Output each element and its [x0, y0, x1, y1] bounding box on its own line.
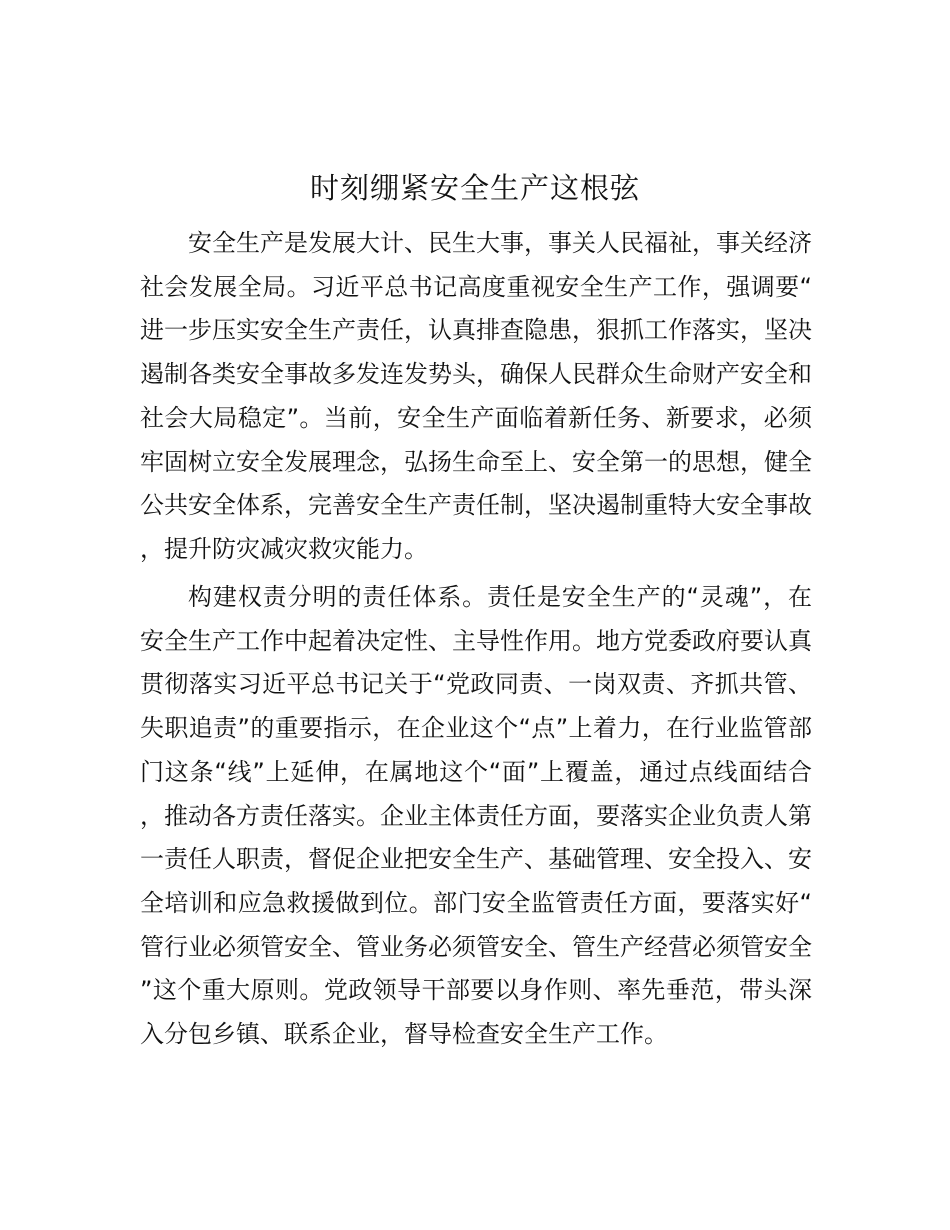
paragraph-responsibility-system: 构建权责分明的责任体系。责任是安全生产的“灵魂”，在安全生产工作中起着决定性、主导性作用。地方党委政府要认真贯彻落实习近平总书记关于“党政同责、一岗双责、齐抓共管、失职追责”的重要指示，在企业这个“点”上着力，在行业监管部门这条“线”上延伸，在属地这个“面”上覆盖，通过点线面结合，推动各方责任落实。企业主体责任方面，要落实企业负责人第一责任人职责，督促企业把安全生产、基础管理、安全投入、安全培训和应急救援做到位。部门安全监管责任方面，要落实好“管行业必须管安全、管业务必须管安全、管生产经营必须管安全”这个重大原则。党政领导干部要以身作则、率先垂范，带头深入分包乡镇、联系企业，督导检查安全生产工作。: [140, 583, 812, 1049]
paragraph-intro: 安全生产是发展大计、民生大事，事关人民福祉，事关经济社会发展全局。习近平总书记高度重视安全生产工作，强调要“进一步压实安全生产责任，认真排查隐患，狠抓工作落实，坚决遏制各类安全事故多发连发势头，确保人民群众生命财产安全和社会大局稳定”。当前，安全生产面临着新任务、新要求，必须牢固树立安全发展理念，弘扬生命至上、安全第一的思想，健全公共安全体系，完善安全生产责任制，坚决遏制重特大安全事故，提升防灾减灾救灾能力。: [140, 229, 812, 563]
document-title: 时刻绷紧安全生产这根弦: [309, 171, 640, 205]
